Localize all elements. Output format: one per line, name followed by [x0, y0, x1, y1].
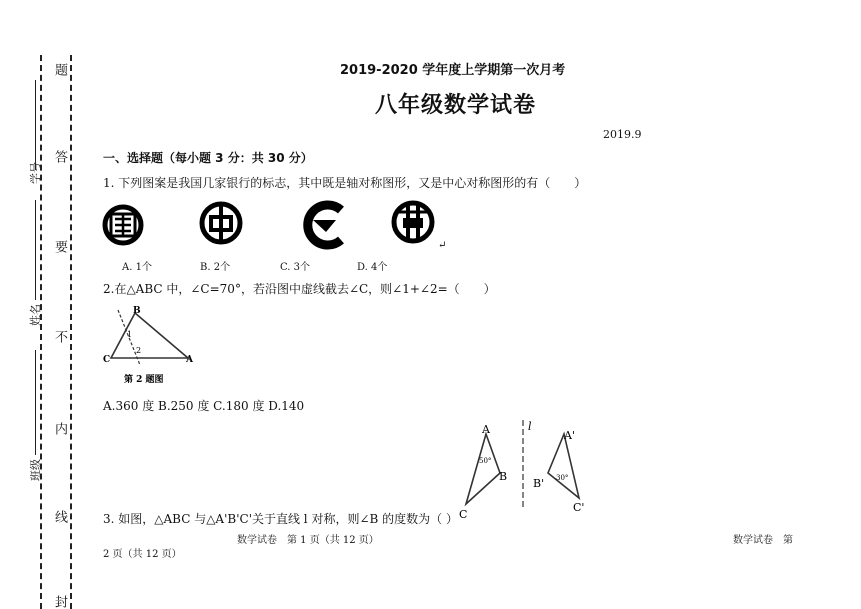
q2-triangle-figure [100, 303, 200, 385]
bank-logo-4-icon [394, 202, 432, 242]
class-line [35, 350, 36, 455]
margin-char: 封 [52, 595, 67, 608]
q2-label-2: 2 [136, 346, 142, 355]
footer-left: 数学试卷 第 1 页（共 12 页） [237, 535, 379, 546]
question-1-text: 1. 下列图案是我国几家银行的标志，其中既是轴对称图形，又是中心对称图形的有（ ） [103, 176, 587, 190]
footer-continued: 2 页（共 12 页） [103, 549, 182, 560]
question-3-text: 3. 如图，△ABC 与△A'B'C'关于直线 l 对称，则∠B 的度数为（ ） [103, 512, 458, 526]
q3-angle-30: 30° [556, 474, 569, 482]
bank-logo-2-icon [202, 204, 240, 242]
footer-right: 数学试卷 第 [733, 535, 793, 546]
exam-date: 2019.9 [603, 128, 642, 141]
q2-label-a: A [186, 355, 193, 365]
q3-symmetry-figure [455, 420, 605, 520]
student-id-label: 学号 [29, 162, 42, 184]
margin-char: 题 [52, 63, 67, 76]
student-id-line [35, 80, 36, 170]
bank-logo-1-icon [105, 207, 141, 243]
margin-dashed-line-left [40, 55, 42, 609]
q1-option-a: A. 1个 [122, 262, 152, 273]
section-heading: 一、选择题（每小题 3 分：共 30 分） [103, 151, 313, 165]
q3-label-c: C [459, 508, 468, 520]
name-line [35, 200, 36, 300]
q1-option-c: C. 3个 [280, 262, 311, 273]
margin-char: 线 [52, 510, 67, 523]
q2-options: A.360 度 B.250 度 C.180 度 D.140 [103, 399, 305, 413]
exam-title: 2019-2020 学年度上学期第一次月考 [340, 63, 566, 78]
q2-label-c: C [103, 355, 111, 365]
bank-logos [98, 198, 448, 250]
q3-label-l: l [528, 420, 532, 433]
margin-dashed-line-right [70, 55, 72, 609]
q2-label-1: 1 [127, 330, 133, 339]
class-label: 班级 [29, 459, 42, 481]
q3-label-a: A [482, 423, 490, 436]
return-mark: ↵ [438, 240, 447, 251]
bank-logo-3-icon [308, 205, 341, 245]
q3-label-c-prime: C' [573, 501, 585, 514]
q1-option-d: D. 4个 [357, 262, 388, 273]
q2-label-b: B [133, 306, 141, 316]
margin-char: 不 [52, 330, 67, 343]
q3-label-b: B [499, 470, 508, 483]
q1-option-b: B. 2个 [200, 262, 231, 273]
q2-figure-caption: 第 2 题图 [124, 375, 164, 385]
exam-subtitle: 八年级数学试卷 [375, 93, 537, 118]
margin-char: 要 [52, 240, 67, 253]
q3-angle-50: 50° [479, 457, 492, 465]
q3-label-a-prime: A' [564, 429, 575, 442]
name-label: 姓名 [29, 304, 42, 326]
q3-label-b-prime: B' [533, 477, 545, 490]
margin-char: 答 [52, 150, 67, 163]
margin-char: 内 [52, 422, 67, 435]
question-2-text: 2.在△ABC 中，∠C=70°，若沿图中虚线截去∠C，则∠1+∠2=（ ） [103, 282, 496, 296]
